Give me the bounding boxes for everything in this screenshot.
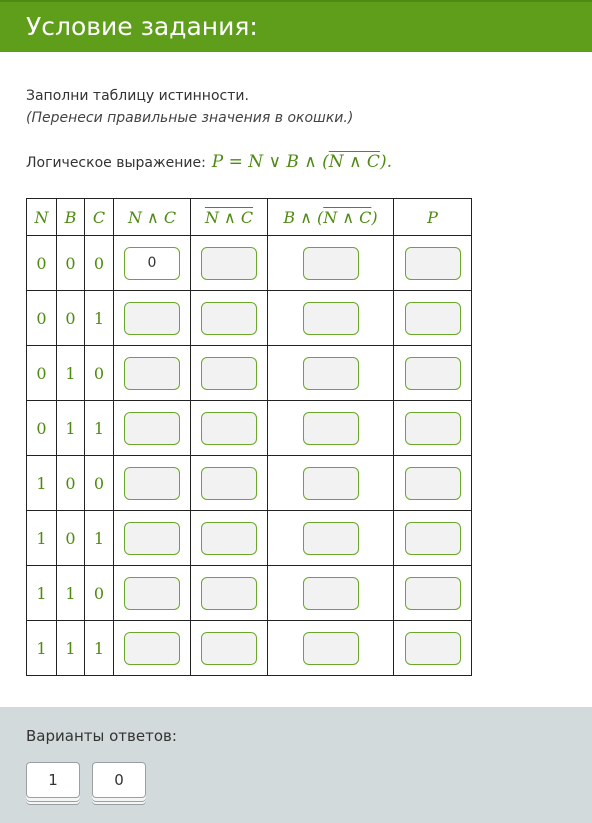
header-b: B <box>57 199 85 236</box>
answer-slot-not-n-and-c[interactable] <box>201 357 257 390</box>
answer-slot-not-n-and-c[interactable] <box>201 577 257 610</box>
cell-b: 0 <box>57 456 85 511</box>
answer-slot-n-and-c[interactable]: 0 <box>124 247 180 280</box>
cell-not-n-and-c <box>191 236 268 291</box>
cell-p <box>394 511 472 566</box>
header-b-and-close: ) <box>371 207 378 227</box>
task-hint: (Перенеси правильные значения в окошки.) <box>26 110 354 126</box>
cell-p <box>394 346 472 401</box>
truth-table-header-row <box>27 199 472 236</box>
cell-n-and-c <box>114 511 191 566</box>
table-row <box>27 511 472 566</box>
answer-slot-not-n-and-c[interactable] <box>201 412 257 445</box>
cell-b-and-not-nc <box>268 236 394 291</box>
header-b-and-not-nc <box>268 199 394 236</box>
cell-not-n-and-c <box>191 401 268 456</box>
header-n: N <box>27 199 57 236</box>
expression-line <box>26 152 392 176</box>
table-row <box>27 401 472 456</box>
table-row <box>27 566 472 621</box>
expression-formula <box>212 152 392 172</box>
cell-n: 1 <box>27 511 57 566</box>
answer-slot-b-and-not-nc[interactable] <box>303 412 359 445</box>
header-b-and-negated: N ∧ C <box>323 207 372 227</box>
table-row <box>27 291 472 346</box>
answer-slot-not-n-and-c[interactable] <box>201 467 257 500</box>
cell-n: 0 <box>27 401 57 456</box>
cell-b: 0 <box>57 511 85 566</box>
cell-n-and-c <box>114 291 191 346</box>
answer-slot-p[interactable] <box>405 632 461 665</box>
task-instruction: Заполни таблицу истинности. <box>26 88 249 104</box>
cell-b: 1 <box>57 566 85 621</box>
cell-n: 1 <box>27 456 57 511</box>
answer-slot-not-n-and-c[interactable] <box>201 632 257 665</box>
cell-b-and-not-nc <box>268 511 394 566</box>
answer-slot-n-and-c[interactable] <box>124 357 180 390</box>
table-row <box>27 456 472 511</box>
cell-not-n-and-c <box>191 621 268 676</box>
cell-b-and-not-nc <box>268 456 394 511</box>
cell-p <box>394 566 472 621</box>
cell-c: 1 <box>85 511 114 566</box>
cell-b-and-not-nc <box>268 291 394 346</box>
cell-not-n-and-c <box>191 566 268 621</box>
cell-c: 0 <box>85 456 114 511</box>
cell-n-and-c <box>114 621 191 676</box>
cell-n: 0 <box>27 346 57 401</box>
cell-n: 1 <box>27 566 57 621</box>
answer-chip-0[interactable]: 0 <box>92 762 146 798</box>
header-n-and-c: N ∧ C <box>114 199 191 236</box>
truth-table <box>26 198 472 676</box>
answer-slot-b-and-not-nc[interactable] <box>303 247 359 280</box>
answer-slot-n-and-c[interactable] <box>124 302 180 335</box>
cell-b-and-not-nc <box>268 621 394 676</box>
expression-main: P = N ∨ B ∧ ( <box>211 152 329 172</box>
header-c: C <box>85 199 114 236</box>
cell-p <box>394 456 472 511</box>
answer-chip-1[interactable]: 1 <box>26 762 80 798</box>
header-not-n-and-c-text: N ∧ C <box>204 207 254 227</box>
cell-p <box>394 291 472 346</box>
cell-n: 0 <box>27 291 57 346</box>
answer-slot-p[interactable] <box>405 357 461 390</box>
answer-slot-n-and-c[interactable] <box>124 577 180 610</box>
cell-b: 0 <box>57 236 85 291</box>
answer-slot-b-and-not-nc[interactable] <box>303 302 359 335</box>
cell-not-n-and-c <box>191 291 268 346</box>
answer-slot-n-and-c[interactable] <box>124 632 180 665</box>
cell-c: 0 <box>85 346 114 401</box>
cell-b: 0 <box>57 291 85 346</box>
cell-c: 0 <box>85 566 114 621</box>
cell-b: 1 <box>57 621 85 676</box>
answer-slot-b-and-not-nc[interactable] <box>303 577 359 610</box>
cell-c: 1 <box>85 401 114 456</box>
answer-slot-b-and-not-nc[interactable] <box>303 522 359 555</box>
cell-not-n-and-c <box>191 456 268 511</box>
answer-slot-p[interactable] <box>405 522 461 555</box>
task-header <box>0 0 592 52</box>
cell-n-and-c <box>114 401 191 456</box>
table-row <box>27 236 472 291</box>
cell-not-n-and-c <box>191 346 268 401</box>
answer-options-panel <box>0 707 592 823</box>
task-header-title: Условие задания: <box>26 12 258 41</box>
table-row <box>27 621 472 676</box>
expression-label: Логическое выражение: <box>26 155 206 171</box>
cell-n-and-c <box>114 236 191 291</box>
answer-slot-p[interactable] <box>405 467 461 500</box>
cell-p <box>394 401 472 456</box>
cell-c: 0 <box>85 236 114 291</box>
answer-slot-not-n-and-c[interactable] <box>201 302 257 335</box>
answer-slot-p[interactable] <box>405 412 461 445</box>
answer-slot-not-n-and-c[interactable] <box>201 522 257 555</box>
cell-n-and-c <box>114 346 191 401</box>
answer-slot-p[interactable] <box>405 302 461 335</box>
answer-slot-not-n-and-c[interactable] <box>201 247 257 280</box>
header-p: P <box>394 199 472 236</box>
truth-table-body <box>27 236 472 676</box>
answer-slot-b-and-not-nc[interactable] <box>303 467 359 500</box>
expression-end: ). <box>379 152 392 172</box>
answer-slot-n-and-c[interactable] <box>124 522 180 555</box>
cell-n-and-c <box>114 456 191 511</box>
cell-n-and-c <box>114 566 191 621</box>
cell-p <box>394 621 472 676</box>
cell-b-and-not-nc <box>268 401 394 456</box>
answer-slot-n-and-c[interactable] <box>124 467 180 500</box>
cell-not-n-and-c <box>191 511 268 566</box>
answer-slot-b-and-not-nc[interactable] <box>303 357 359 390</box>
cell-p <box>394 236 472 291</box>
answer-slot-n-and-c[interactable] <box>124 412 180 445</box>
table-row <box>27 346 472 401</box>
answer-slot-p[interactable] <box>405 247 461 280</box>
answer-slot-b-and-not-nc[interactable] <box>303 632 359 665</box>
cell-b-and-not-nc <box>268 346 394 401</box>
header-b-and-open: B ∧ ( <box>283 207 324 227</box>
cell-b-and-not-nc <box>268 566 394 621</box>
cell-c: 1 <box>85 291 114 346</box>
cell-c: 1 <box>85 621 114 676</box>
cell-n: 0 <box>27 236 57 291</box>
cell-b: 1 <box>57 401 85 456</box>
cell-b: 1 <box>57 346 85 401</box>
expression-negated-part: N ∧ C <box>328 152 380 172</box>
cell-n: 1 <box>27 621 57 676</box>
header-not-n-and-c <box>191 199 268 236</box>
answer-options-label: Варианты ответов: <box>26 727 177 745</box>
answer-slot-p[interactable] <box>405 577 461 610</box>
